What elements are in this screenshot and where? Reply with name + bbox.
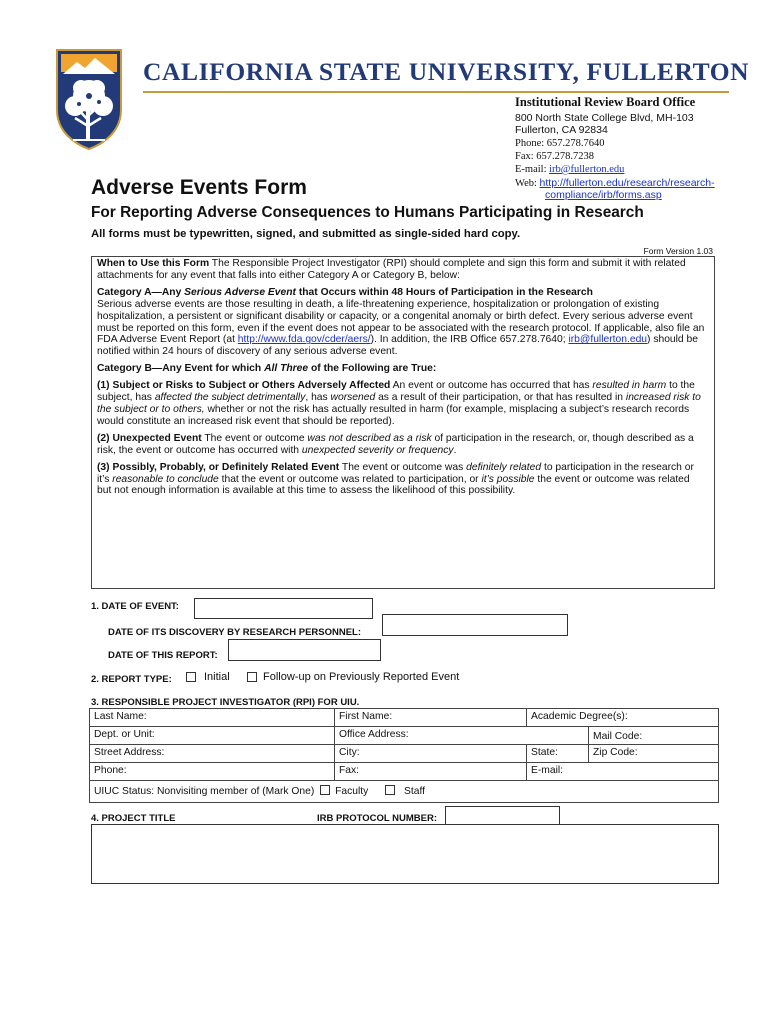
email-cell[interactable]: E-mail:: [527, 763, 719, 781]
faculty-checkbox[interactable]: [320, 785, 330, 795]
initial-checkbox[interactable]: [186, 672, 196, 682]
project-title-label: 4. PROJECT TITLE: [91, 813, 176, 824]
criterion-3: (3) Possibly, Probably, or Definitely Related Event The event or outcome was definitely related to participation in the research or it’s reasonable to conclude that the event or outcome was related to participation, or it’s possible the event or outcome was related but not enough information is available at this time to assess the likelihood of this possibility.: [97, 461, 694, 497]
academic-degree-cell[interactable]: Academic Degree(s):: [527, 709, 719, 727]
form-instructions: All forms must be typewritten, signed, and submitted as single-sided hard copy.: [91, 228, 521, 240]
report-type-label: 2. REPORT TYPE:: [91, 674, 172, 685]
office-fax: Fax: 657.278.7238: [515, 151, 595, 162]
web-link-1[interactable]: http://fullerton.edu/research/research-: [539, 177, 715, 189]
form-version: Form Version 1.03: [643, 246, 713, 256]
uiuc-status-cell: UIUC Status: Nonvisiting member of (Mark One) Faculty Staff: [90, 781, 719, 803]
initial-label: Initial: [204, 671, 230, 683]
followup-checkbox[interactable]: [247, 672, 257, 682]
last-name-cell[interactable]: Last Name:: [90, 709, 335, 727]
date-of-event-field[interactable]: [194, 598, 373, 619]
irb-email-link[interactable]: irb@fullerton.edu: [568, 334, 648, 346]
when-paragraph: When to Use this Form The Responsible Project Investigator (RPI) should complete and sign this form and submit it with related attachments for any event that falls into either Category A or Category B, below:: [97, 258, 686, 281]
csuf-logo: [55, 48, 123, 150]
office-address-cell[interactable]: Office Address:: [335, 727, 589, 745]
zip-cell[interactable]: Zip Code:: [589, 745, 719, 763]
email-link[interactable]: irb@fullerton.edu: [549, 164, 625, 175]
address-line-1: 800 North State College Blvd, MH-103: [515, 112, 694, 124]
fda-link[interactable]: http://www.fda.gov/cder/aers/: [237, 334, 371, 346]
project-title-field[interactable]: [91, 824, 719, 884]
rpi-table: [89, 708, 719, 803]
office-web-cont: [545, 189, 662, 202]
office-phone: Phone: 657.278.7640: [515, 138, 605, 149]
mail-code-cell[interactable]: Mail Code:: [589, 727, 719, 745]
date-report-field[interactable]: [228, 639, 381, 661]
form-subtitle: For Reporting Adverse Consequences to Humans Participating in Research: [91, 204, 644, 221]
date-report-label: DATE OF THIS REPORT:: [108, 650, 218, 661]
rpi-heading: 3. RESPONSIBLE PROJECT INVESTIGATOR (RPI) FOR UIU.: [91, 697, 360, 708]
office-web: Web: http://fullerton.edu/research/research-: [515, 177, 715, 189]
irb-protocol-label: IRB PROTOCOL NUMBER:: [317, 813, 437, 824]
date-of-event-label: 1. DATE OF EVENT:: [91, 601, 179, 612]
category-a-text: Serious adverse events are those resulting in death, a life-threatening experience, hospitalization or prolongation of existing hospitalization, a persistent or significant disability or capacity, or a congenital anomaly or birth defect. Every serious adverse event must be reported on this form, even if the event does not appear to be associated with the research protocol. If applicable, also file an FDA Adverse Event Report (at http://www.fda.gov/cder/aers/). In addition, the IRB Office 657.278.7640; irb@fullerton.edu) should be notified within 24 hours of discovery of any serious adverse event.: [97, 298, 705, 358]
staff-checkbox[interactable]: [385, 785, 395, 795]
street-address-cell[interactable]: Street Address:: [90, 745, 335, 763]
phone-cell[interactable]: Phone:: [90, 763, 335, 781]
first-name-cell[interactable]: First Name:: [335, 709, 527, 727]
address-line-2: Fullerton, CA 92834: [515, 124, 608, 136]
office-email: E-mail: irb@fullerton.edu: [515, 164, 625, 175]
category-a-heading: Category A—Any Serious Adverse Event that Occurs within 48 Hours of Participation in the Research: [97, 286, 593, 298]
criterion-1: (1) Subject or Risks to Subject or Others Adversely Affected An event or outcome has occurred that has resulted in harm to the subject, has affected the subject detrimentally, has worsened as a result of their participation, or that has resulted in increased risk to the subject or to others, whether or not the risk has actually resulted in harm (for example, misplacing a subject’s research records would constitute an increased risk event that should be reported).: [97, 380, 701, 427]
date-discovery-label: DATE OF ITS DISCOVERY BY RESEARCH PERSONNEL:: [108, 627, 362, 638]
followup-label: Follow-up on Previously Reported Event: [263, 671, 460, 683]
form-title: Adverse Events Form: [91, 176, 307, 199]
criterion-2: (2) Unexpected Event The event or outcome was not described as a risk of participation in the research, or, though described as a risk, the event or outcome has occurred with unexpected severity or frequency.: [97, 432, 694, 456]
university-name: CALIFORNIA STATE UNIVERSITY, FULLERTON: [143, 57, 750, 86]
date-discovery-field[interactable]: [382, 614, 568, 636]
web-link-2[interactable]: compliance/irb/forms.asp: [545, 189, 662, 201]
dept-cell[interactable]: Dept. or Unit:: [90, 727, 335, 745]
header-rule: [143, 91, 729, 93]
fax-cell[interactable]: Fax:: [335, 763, 527, 781]
city-cell[interactable]: City:: [335, 745, 527, 763]
category-b-heading: Category B—Any Event for which All Three of the Following are True:: [97, 363, 437, 375]
info-box: [91, 256, 715, 589]
state-cell[interactable]: State:: [527, 745, 589, 763]
office-title: Institutional Review Board Office: [515, 95, 696, 109]
